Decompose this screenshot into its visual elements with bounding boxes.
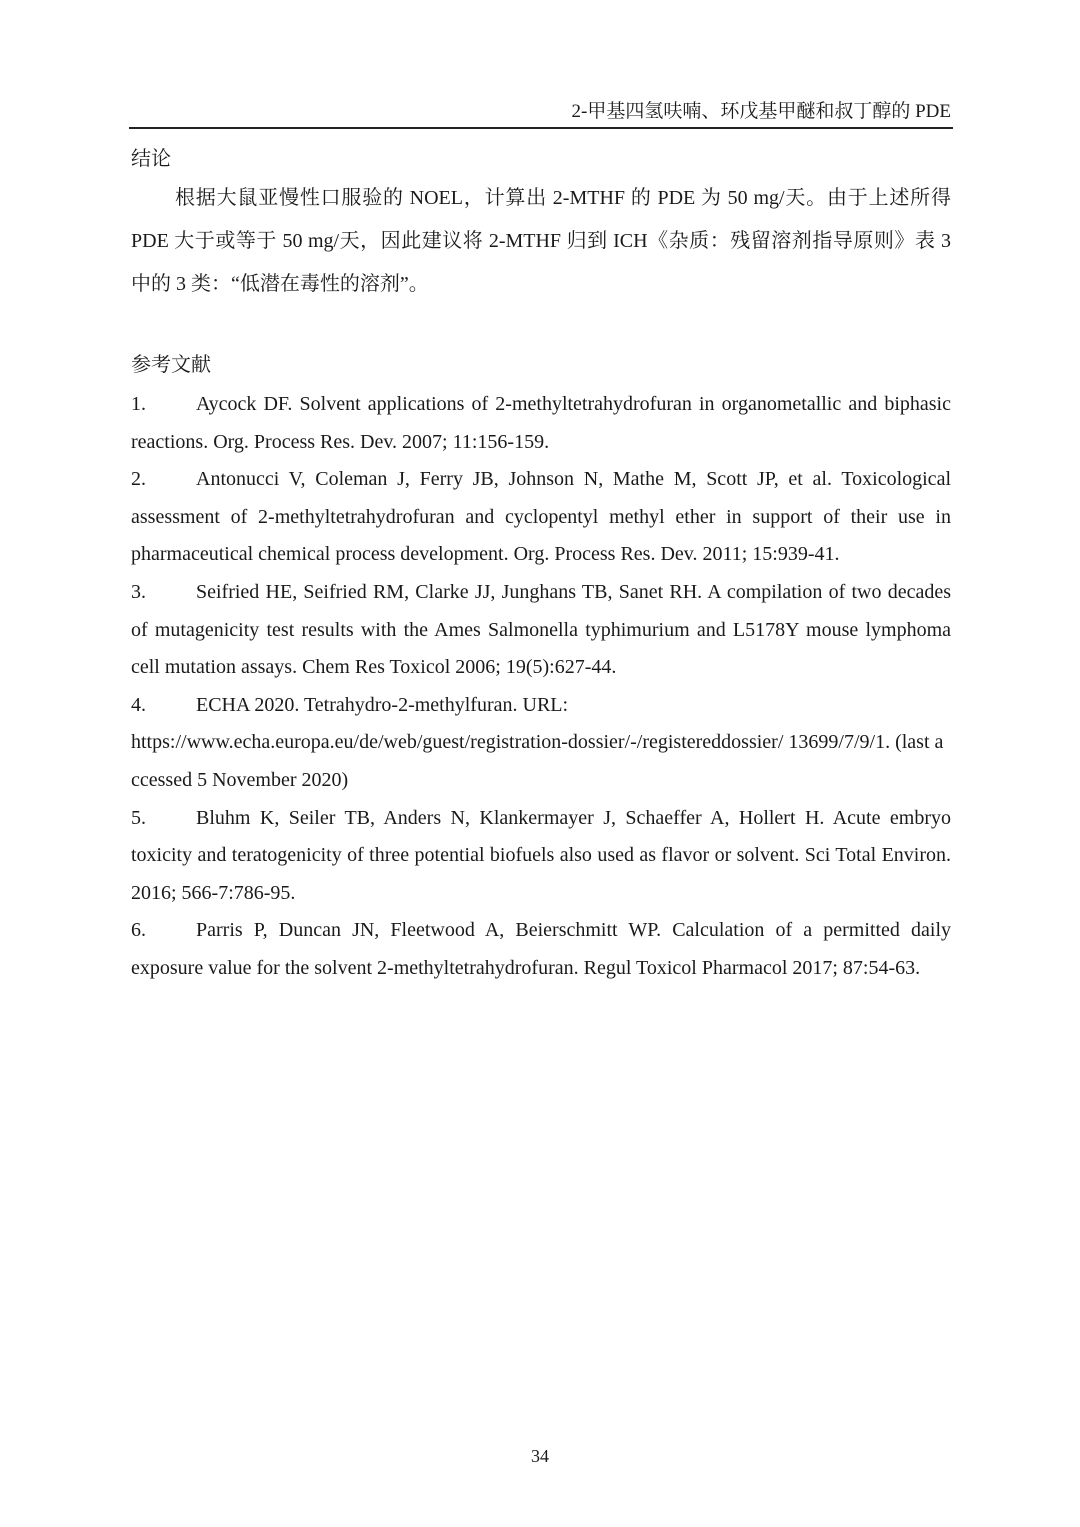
running-header (129, 100, 953, 129)
reference-text: Seifried HE, Seifried RM, Clarke JJ, Junghans TB, Sanet RH. A compilation of two decades of mutagenicity test results with the Ames Salmonella typhimurium and L5178Y mouse lymphoma cell mutation assays. Chem Res Toxicol 2006; 19(5):627-44. (131, 580, 951, 679)
reference-item-6 (131, 912, 951, 987)
reference-item-2 (131, 461, 951, 574)
reference-item-3 (131, 574, 951, 687)
reference-number: 3. (131, 580, 146, 603)
references-heading: 参考文献 (131, 354, 211, 376)
reference-number: 5. (131, 806, 146, 829)
conclusion-paragraph: 根据大鼠亚慢性口服验的 NOEL，计算出 2-MTHF 的 PDE 为 50 mg/天。由于上述所得 PDE 大于或等于 50 mg/天，因此建议将 2-MTHF 归到 ICH《杂质：残留溶剂指导原则》表 3 中的 3 类：“低潜在毒性的溶剂”。 (131, 187, 951, 295)
reference-url-link[interactable]: https://www.echa.europa.eu/de/web/guest/registration-dossier/-/registereddossier/ 13699/7/9/1. (last accessed 5 November 2020) (131, 731, 944, 791)
reference-line (131, 687, 951, 725)
reference-item-4 (131, 687, 951, 800)
page-content (131, 141, 951, 988)
reference-text: Parris P, Duncan JN, Fleetwood A, Beierschmitt WP. Calculation of a permitted daily exposure value for the solvent 2-methyltetrahydrofuran. Regul Toxicol Pharmacol 2017; 87:54-63. (131, 919, 951, 979)
reference-text: Aycock DF. Solvent applications of 2-methyltetrahydrofuran in organometallic and biphasic reactions. Org. Process Res. Dev. 2007; 11:156-159. (131, 393, 951, 453)
page-number: 34 (531, 1446, 549, 1466)
running-header-title: 2-甲基四氢呋喃、环戊基甲醚和叔丁醇的 PDE (571, 101, 951, 122)
reference-number: 1. (131, 393, 146, 415)
reference-list (131, 386, 951, 988)
reference-text: ECHA 2020. Tetrahydro-2-methylfuran. URL: (196, 693, 569, 716)
reference-number: 4. (131, 693, 146, 716)
reference-item-5 (131, 800, 951, 913)
reference-number: 6. (131, 919, 146, 942)
reference-number: 2. (131, 468, 146, 491)
reference-item-1 (131, 386, 951, 461)
reference-text: Bluhm K, Seiler TB, Anders N, Klankermayer J, Schaeffer A, Hollert H. Acute embryo toxicity and teratogenicity of three potential biofuels also used as flavor or solvent. Sci Total Environ. 2016; 566-7:786-95. (131, 806, 951, 904)
reference-text: Antonucci V, Coleman J, Ferry JB, Johnson N, Mathe M, Scott JP, et al. Toxicological assessment of 2-methyltetrahydrofuran and cyclopentyl methyl ether in support of their use in pharmaceutical chemical process development. Org. Process Res. Dev. 2011; 15:939-41. (131, 468, 951, 566)
conclusion-heading: 结论 (131, 148, 171, 170)
